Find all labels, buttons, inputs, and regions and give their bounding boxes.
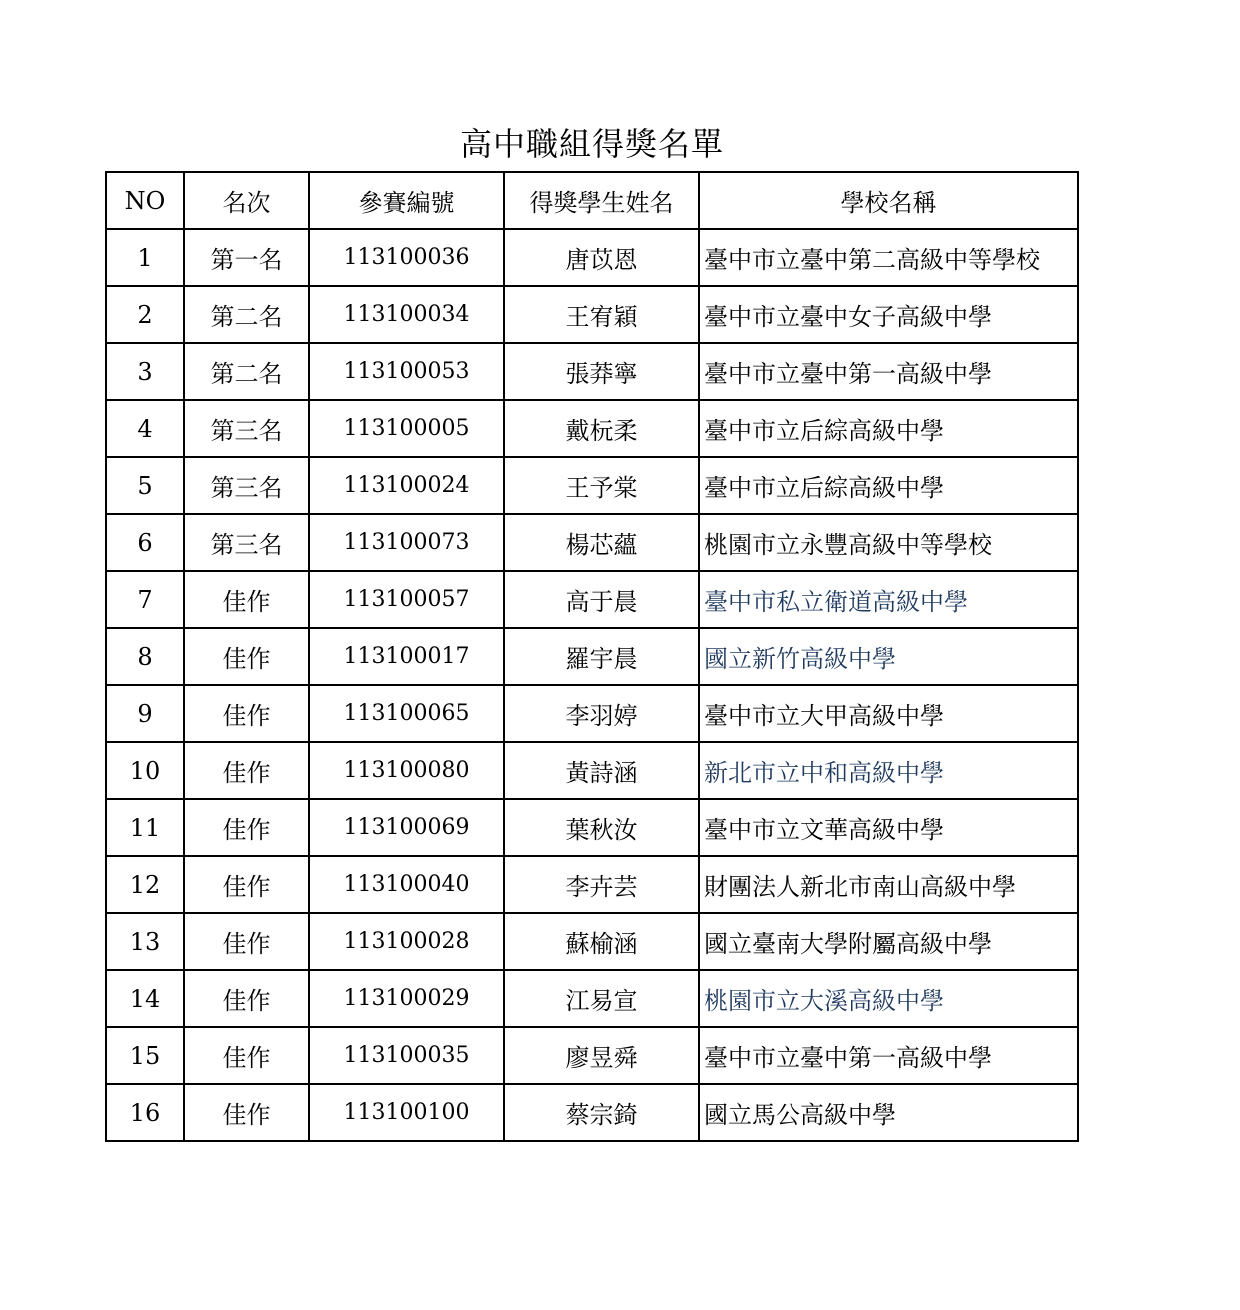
cell-entry-id: 113100057 xyxy=(309,571,504,628)
cell-school-name: 臺中市立臺中第一高級中學 xyxy=(699,343,1078,400)
cell-entry-id: 113100017 xyxy=(309,628,504,685)
cell-student-name: 張莽寧 xyxy=(504,343,699,400)
cell-entry-id: 113100053 xyxy=(309,343,504,400)
table-row xyxy=(106,970,1078,1027)
cell-rank: 佳作 xyxy=(184,913,309,970)
cell-entry-id: 113100036 xyxy=(309,229,504,286)
cell-student-name: 蔡宗錡 xyxy=(504,1084,699,1141)
cell-school-name: 國立臺南大學附屬高級中學 xyxy=(699,913,1078,970)
table-row xyxy=(106,1084,1078,1141)
cell-entry-id: 113100069 xyxy=(309,799,504,856)
cell-student-name: 高于晨 xyxy=(504,571,699,628)
cell-student-name: 王予棠 xyxy=(504,457,699,514)
cell-no: 2 xyxy=(106,286,184,343)
cell-student-name: 李羽婷 xyxy=(504,685,699,742)
table-row xyxy=(106,913,1078,970)
cell-rank: 第三名 xyxy=(184,400,309,457)
cell-rank: 佳作 xyxy=(184,799,309,856)
table-row xyxy=(106,343,1078,400)
cell-no: 9 xyxy=(106,685,184,742)
cell-school-name: 桃園市立永豐高級中等學校 xyxy=(699,514,1078,571)
cell-rank: 佳作 xyxy=(184,742,309,799)
cell-entry-id: 113100100 xyxy=(309,1084,504,1141)
cell-school-name: 國立新竹高級中學 xyxy=(699,628,1078,685)
cell-entry-id: 113100065 xyxy=(309,685,504,742)
awards-table xyxy=(105,171,1079,1142)
cell-school-name: 桃園市立大溪高級中學 xyxy=(699,970,1078,1027)
table-row xyxy=(106,742,1078,799)
cell-rank: 佳作 xyxy=(184,628,309,685)
header-rank: 名次 xyxy=(184,172,309,229)
cell-rank: 第一名 xyxy=(184,229,309,286)
cell-no: 15 xyxy=(106,1027,184,1084)
cell-no: 1 xyxy=(106,229,184,286)
header-school-name: 學校名稱 xyxy=(699,172,1078,229)
table-row xyxy=(106,685,1078,742)
cell-school-name: 臺中市立臺中第一高級中學 xyxy=(699,1027,1078,1084)
cell-no: 13 xyxy=(106,913,184,970)
cell-entry-id: 113100080 xyxy=(309,742,504,799)
cell-entry-id: 113100040 xyxy=(309,856,504,913)
cell-entry-id: 113100035 xyxy=(309,1027,504,1084)
cell-no: 8 xyxy=(106,628,184,685)
cell-school-name: 臺中市立臺中女子高級中學 xyxy=(699,286,1078,343)
cell-entry-id: 113100005 xyxy=(309,400,504,457)
cell-entry-id: 113100024 xyxy=(309,457,504,514)
cell-rank: 第三名 xyxy=(184,457,309,514)
cell-entry-id: 113100073 xyxy=(309,514,504,571)
cell-rank: 第二名 xyxy=(184,343,309,400)
cell-no: 3 xyxy=(106,343,184,400)
cell-school-name: 臺中市立大甲高級中學 xyxy=(699,685,1078,742)
cell-rank: 佳作 xyxy=(184,1084,309,1141)
cell-school-name: 臺中市立文華高級中學 xyxy=(699,799,1078,856)
cell-entry-id: 113100029 xyxy=(309,970,504,1027)
cell-no: 16 xyxy=(106,1084,184,1141)
cell-school-name: 臺中市私立衛道高級中學 xyxy=(699,571,1078,628)
cell-rank: 佳作 xyxy=(184,571,309,628)
cell-no: 5 xyxy=(106,457,184,514)
cell-student-name: 楊芯蘊 xyxy=(504,514,699,571)
cell-student-name: 羅宇晨 xyxy=(504,628,699,685)
cell-student-name: 戴杬柔 xyxy=(504,400,699,457)
header-no: NO xyxy=(106,172,184,229)
table-row xyxy=(106,514,1078,571)
cell-student-name: 江易宣 xyxy=(504,970,699,1027)
cell-school-name: 臺中市立后綜高級中學 xyxy=(699,457,1078,514)
cell-school-name: 臺中市立后綜高級中學 xyxy=(699,400,1078,457)
table-row xyxy=(106,799,1078,856)
table-row xyxy=(106,286,1078,343)
header-student-name: 得獎學生姓名 xyxy=(504,172,699,229)
cell-student-name: 蘇榆涵 xyxy=(504,913,699,970)
cell-no: 11 xyxy=(106,799,184,856)
cell-no: 14 xyxy=(106,970,184,1027)
cell-student-name: 廖昱舜 xyxy=(504,1027,699,1084)
cell-no: 12 xyxy=(106,856,184,913)
table-row xyxy=(106,457,1078,514)
cell-school-name: 財團法人新北市南山高級中學 xyxy=(699,856,1078,913)
table-row xyxy=(106,628,1078,685)
cell-student-name: 王宥穎 xyxy=(504,286,699,343)
cell-rank: 佳作 xyxy=(184,970,309,1027)
cell-student-name: 唐苡恩 xyxy=(504,229,699,286)
cell-student-name: 黃詩涵 xyxy=(504,742,699,799)
cell-rank: 佳作 xyxy=(184,1027,309,1084)
table-row xyxy=(106,400,1078,457)
table-row xyxy=(106,571,1078,628)
table-row xyxy=(106,1027,1078,1084)
cell-rank: 第二名 xyxy=(184,286,309,343)
cell-no: 10 xyxy=(106,742,184,799)
table-row xyxy=(106,229,1078,286)
cell-student-name: 葉秋汝 xyxy=(504,799,699,856)
header-row xyxy=(106,172,1078,229)
cell-school-name: 國立馬公高級中學 xyxy=(699,1084,1078,1141)
page-title: 高中職組得獎名單 xyxy=(459,125,724,163)
cell-entry-id: 113100034 xyxy=(309,286,504,343)
cell-rank: 佳作 xyxy=(184,685,309,742)
cell-no: 4 xyxy=(106,400,184,457)
cell-no: 7 xyxy=(106,571,184,628)
cell-rank: 佳作 xyxy=(184,856,309,913)
table-row xyxy=(106,856,1078,913)
cell-school-name: 新北市立中和高級中學 xyxy=(699,742,1078,799)
cell-rank: 第三名 xyxy=(184,514,309,571)
cell-student-name: 李卉芸 xyxy=(504,856,699,913)
cell-entry-id: 113100028 xyxy=(309,913,504,970)
cell-no: 6 xyxy=(106,514,184,571)
cell-school-name: 臺中市立臺中第二高級中等學校 xyxy=(699,229,1078,286)
header-entry-id: 參賽編號 xyxy=(309,172,504,229)
